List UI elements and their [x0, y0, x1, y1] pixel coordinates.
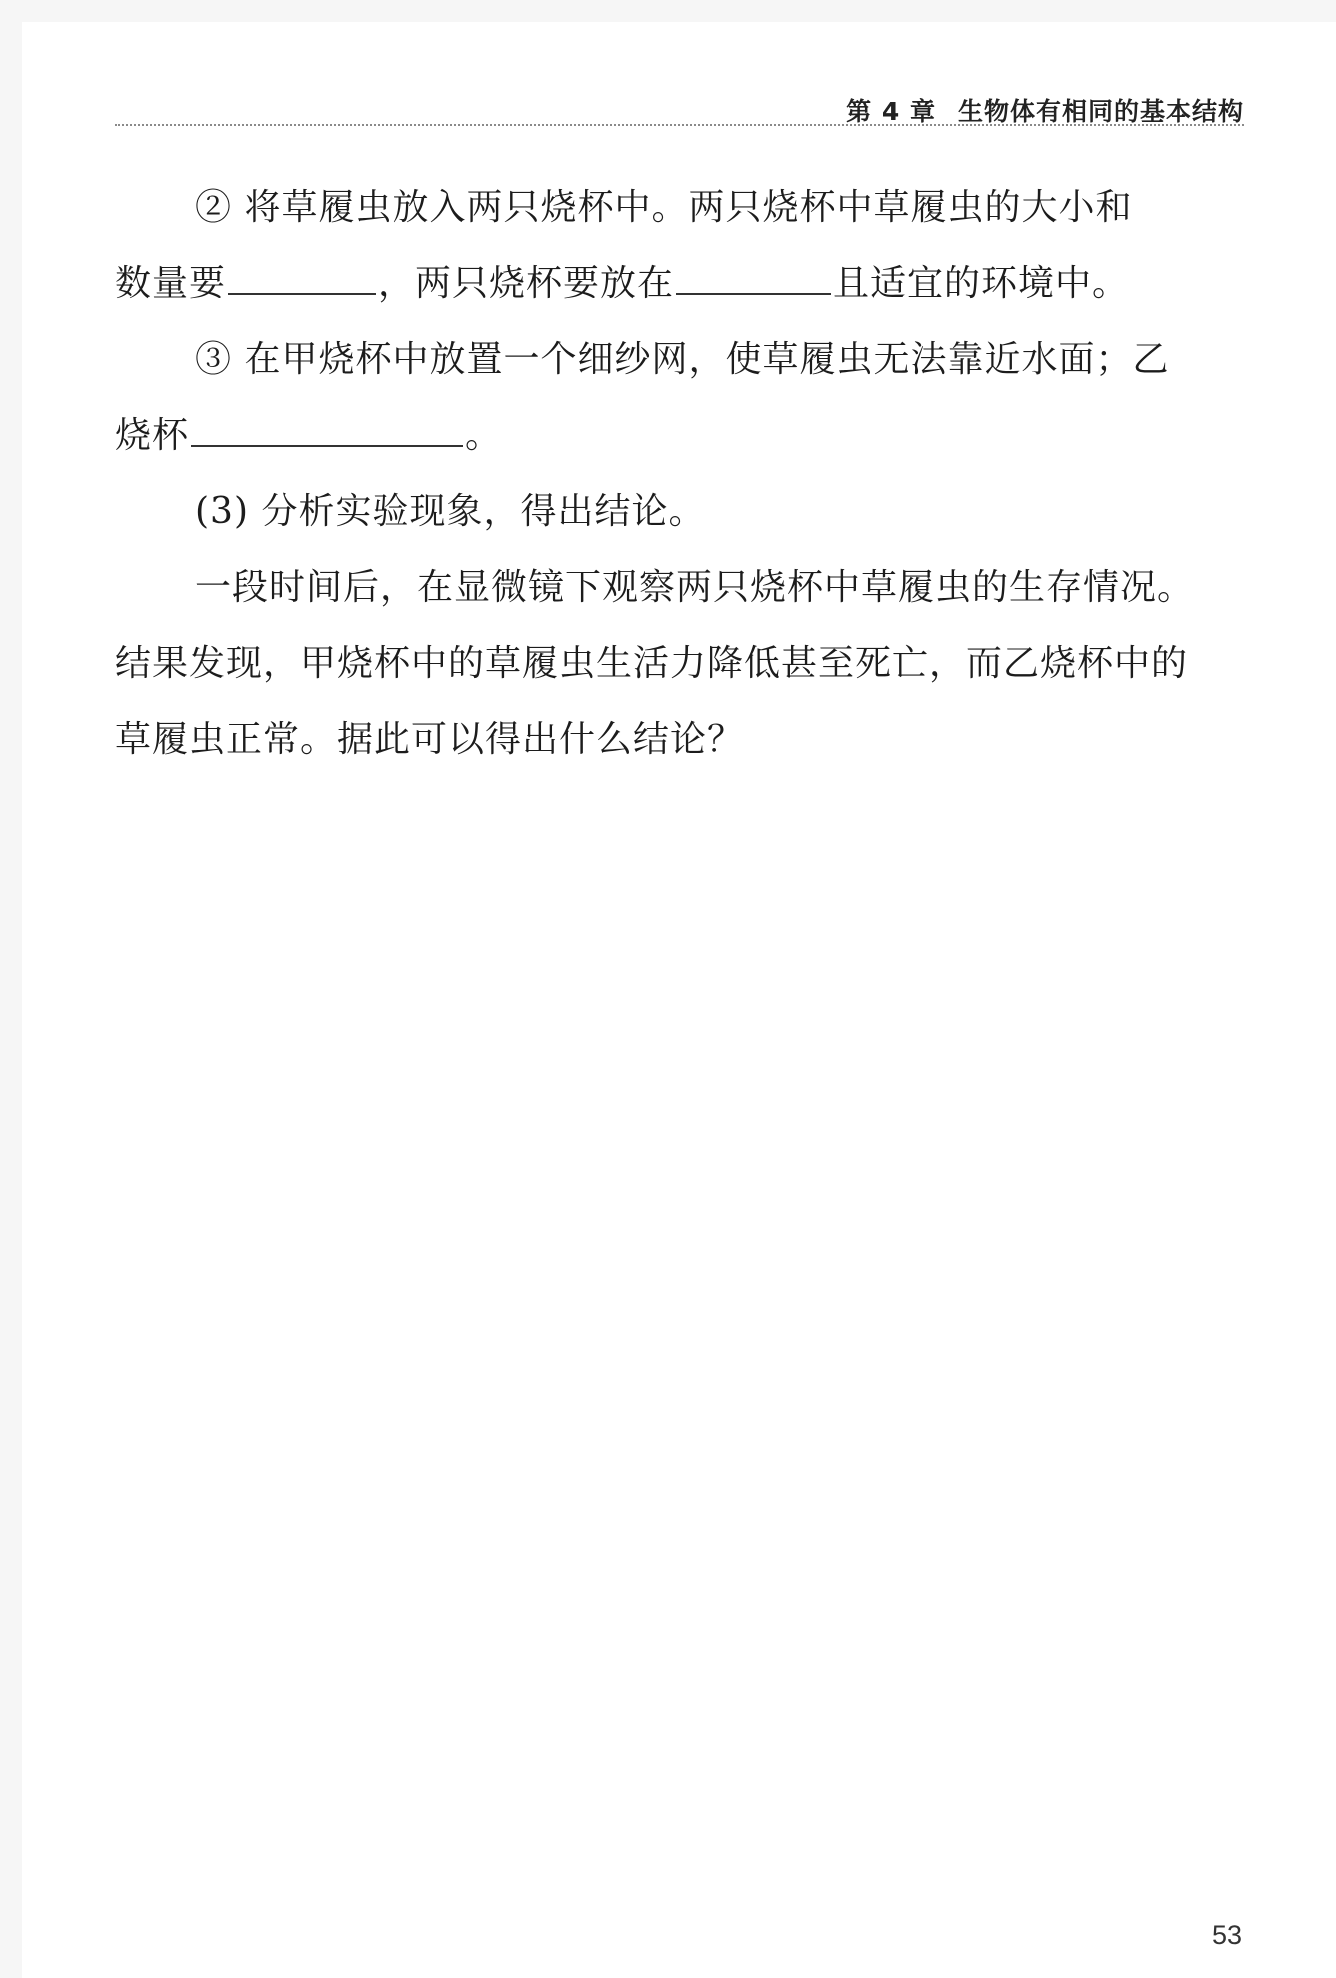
answer-blank-2[interactable] [676, 263, 831, 295]
paragraph-line2: 结果发现，甲烧杯中的草履虫生活力降低甚至死亡，而乙烧杯中的 [115, 643, 1189, 684]
step2-text-a: 数量要 [115, 263, 227, 304]
step3-line1: ③ 在甲烧杯中放置一个细纱网，使草履虫无法靠近水面；乙 [195, 339, 1170, 380]
header-dotted-rule [115, 124, 1244, 126]
body-text [115, 170, 1245, 778]
step2-line2 [115, 246, 1245, 322]
step2-text-b: ，两只烧杯要放在 [378, 263, 675, 304]
answer-blank-3[interactable] [191, 415, 463, 447]
chapter-number: 第 4 章 [846, 97, 936, 126]
chapter-title [846, 98, 1244, 126]
answer-blank-1[interactable] [228, 263, 376, 295]
step2-text-c: 且适宜的环境中。 [833, 263, 1130, 304]
paragraph-line1: 一段时间后，在显微镜下观察两只烧杯中草履虫的生存情况。 [195, 567, 1195, 608]
paragraph-line3: 草履虫正常。据此可以得出什么结论？ [115, 719, 745, 760]
step3-text-b: 。 [465, 415, 503, 456]
step3-line2 [115, 398, 1245, 474]
step4-heading: (3) 分析实验现象，得出结论。 [195, 491, 706, 532]
step3-text-a: 烧杯 [115, 415, 190, 456]
step2-line1: ② 将草履虫放入两只烧杯中。两只烧杯中草履虫的大小和 [195, 187, 1133, 228]
chapter-name: 生物体有相同的基本结构 [957, 97, 1244, 126]
running-header [115, 98, 1244, 126]
page-number: 53 [1211, 1920, 1242, 1950]
